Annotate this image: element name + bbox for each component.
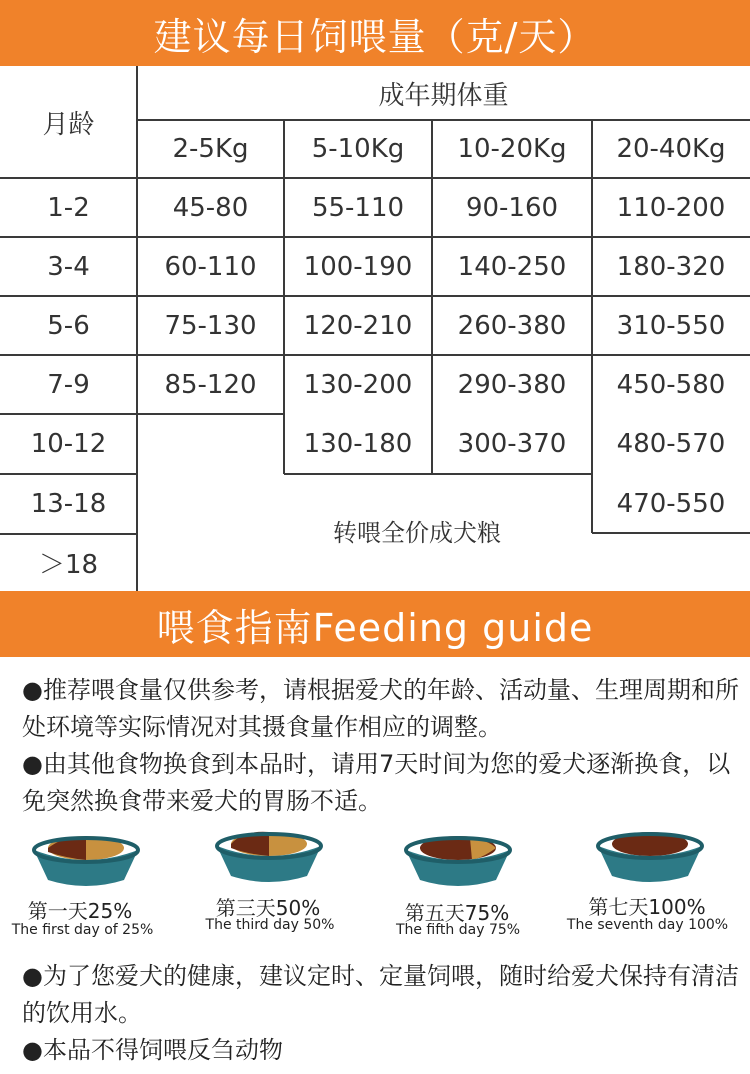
feeding-guide-title: 喂食指南Feeding guide	[0, 591, 750, 657]
bowl-caption-cn: 第五天75%	[404, 901, 510, 925]
value-cell: 180-320	[616, 251, 726, 282]
food-bowl-icon	[213, 822, 325, 888]
value-cell: 480-570	[616, 429, 726, 459]
value-cell: 90-160	[465, 192, 559, 223]
bowl-caption-cn: 第一天25%	[27, 899, 133, 923]
bowl-caption-cn: 第三天50%	[215, 896, 321, 920]
value-cell: 110-200	[616, 192, 726, 223]
value-cell: 75-130	[164, 310, 257, 341]
column-header: 10-20Kg	[457, 134, 567, 164]
value-cell: 130-200	[303, 369, 413, 400]
age-cell: 1-2	[47, 192, 90, 223]
age-cell: 3-4	[47, 251, 90, 282]
value-cell: 100-190	[303, 251, 413, 282]
value-cell: 45-80	[172, 192, 249, 223]
switch-food-note: 转喂全价成犬粮	[333, 518, 501, 547]
feeding-table	[0, 66, 750, 591]
value-cell: 55-110	[311, 192, 405, 223]
value-cell: 60-110	[164, 251, 257, 282]
bowl-caption-en: The fifth day 75%	[395, 922, 521, 938]
age-header: 月龄	[42, 109, 95, 140]
value-cell: 300-370	[457, 429, 567, 459]
age-cell: 10-12	[30, 429, 107, 459]
guide-paragraph: ●本品不得饲喂反刍动物	[22, 1036, 283, 1064]
guide-paragraph: ●推荐喂食量仅供参考，请根据爱犬的年龄、活动量、生理周期和所处环境等实际情况对其摄食量作相应的调整。	[22, 676, 739, 741]
value-cell: 130-180	[303, 429, 413, 459]
page-title: 建议每日饲喂量（克/天）	[0, 0, 750, 66]
age-cell: 5-6	[47, 310, 90, 341]
age-cell: 7-9	[47, 369, 90, 400]
value-cell: 85-120	[164, 369, 257, 400]
column-header: 2-5Kg	[172, 134, 249, 164]
value-cell: 290-380	[457, 369, 567, 400]
value-cell: 140-250	[457, 251, 567, 282]
food-bowl-icon	[594, 822, 706, 888]
value-cell: 450-580	[616, 369, 726, 400]
guide-paragraph: ●由其他食物换食到本品时，请用7天时间为您的爱犬逐渐换食，以免突然换食带来爱犬的胃肠不适。	[22, 750, 731, 815]
age-cell: ＞18	[38, 549, 99, 580]
bowl-caption-cn: 第七天100%	[588, 895, 706, 919]
bowl-caption-en: The first day of 25%	[11, 922, 154, 938]
bowl-caption-en: The seventh day 100%	[566, 917, 729, 933]
value-cell: 470-550	[616, 488, 726, 519]
column-header: 5-10Kg	[311, 134, 405, 164]
value-cell: 310-550	[616, 310, 726, 341]
guide-paragraph: ●为了您爱犬的健康，建议定时、定量饲喂，随时给爱犬保持有清洁的饮用水。	[22, 962, 739, 1027]
column-header: 20-40Kg	[616, 134, 726, 164]
value-cell: 120-210	[303, 310, 413, 341]
bowl-caption-en: The third day 50%	[205, 917, 335, 933]
food-bowl-icon	[30, 826, 142, 892]
food-bowl-icon	[402, 826, 514, 892]
value-cell: 260-380	[457, 310, 567, 341]
age-cell: 13-18	[30, 488, 107, 519]
weight-group-header: 成年期体重	[378, 80, 509, 111]
